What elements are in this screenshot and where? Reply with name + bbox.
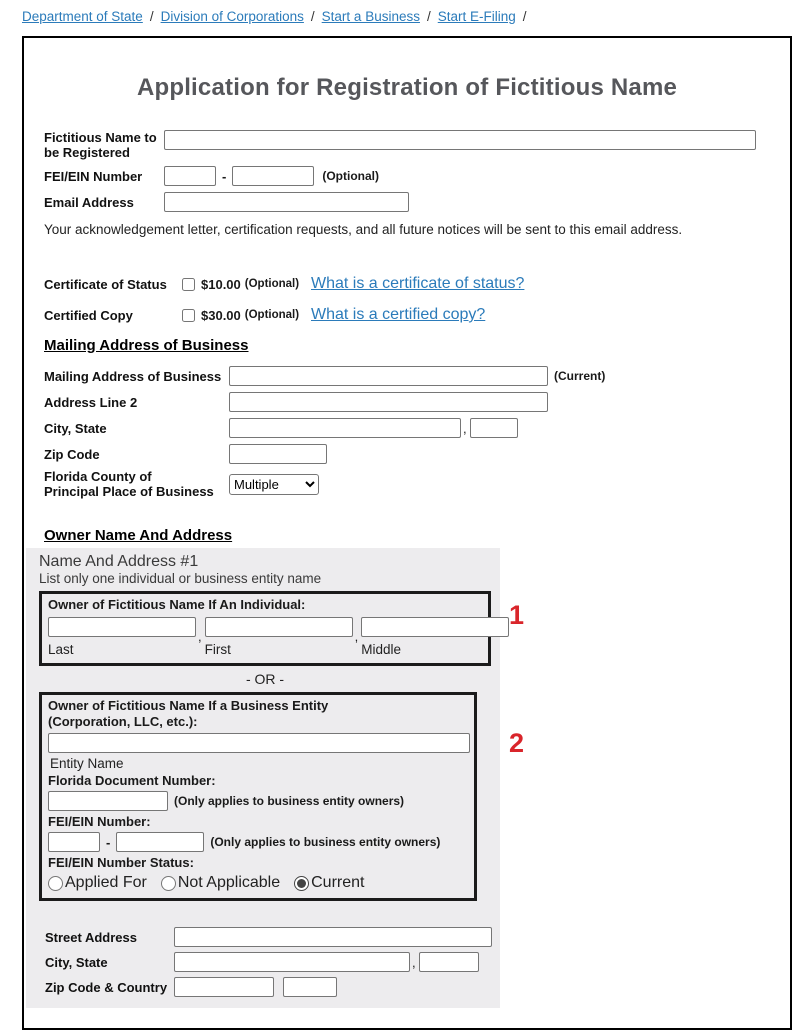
mailing-address-label: Mailing Address of Business: [44, 368, 222, 384]
address-line2-label: Address Line 2: [44, 394, 138, 410]
entity-fei-hyphen: -: [106, 834, 111, 850]
owner-zip-input[interactable]: [174, 977, 274, 997]
entity-name-input[interactable]: [48, 733, 470, 753]
county-label: Florida County of Principal Place of Business: [44, 469, 214, 499]
entity-fei-suffix-input[interactable]: [116, 832, 204, 852]
breadcrumb-link-department-of-state[interactable]: Department of State: [22, 9, 143, 24]
breadcrumb-link-division-of-corporations[interactable]: Division of Corporations: [160, 9, 304, 24]
email-label: Email Address: [44, 194, 134, 210]
mailing-address-heading: Mailing Address of Business: [44, 337, 249, 354]
entity-fei-row: [48, 832, 468, 852]
entity-owner-heading-line2: (Corporation, LLC, etc.):: [48, 714, 198, 729]
street-address-label: Street Address: [45, 929, 137, 945]
city-state-comma: ,: [463, 420, 467, 436]
entity-fei-prefix-input[interactable]: [48, 832, 100, 852]
fei-status-label: FEI/EIN Number Status:: [48, 855, 194, 870]
fictitious-name-row: [44, 130, 790, 160]
owner-zip-country-label: Zip Code & Country: [45, 979, 168, 995]
fei-number-row: [44, 166, 790, 186]
certificate-status-price: $10.00: [201, 276, 241, 292]
mailing-city-input[interactable]: [229, 418, 461, 438]
owner-middle-name-input[interactable]: [361, 617, 509, 637]
mailing-address-current-label: (Current): [554, 369, 606, 383]
breadcrumb-link-start-a-business[interactable]: Start a Business: [321, 9, 420, 24]
breadcrumb: [0, 0, 807, 24]
street-address-input[interactable]: [174, 927, 492, 947]
email-input[interactable]: [164, 192, 409, 212]
radio-not-applicable-label: Not Applicable: [177, 874, 281, 891]
radio-current-label: Current: [311, 874, 365, 891]
certificate-status-option: [182, 277, 311, 292]
fictitious-name-input[interactable]: [164, 130, 756, 150]
breadcrumb-separator: /: [149, 9, 154, 24]
document-number-input[interactable]: [48, 791, 168, 811]
fei-status-radio-group: [48, 874, 468, 892]
county-select[interactable]: [229, 474, 319, 495]
owner-city-state-label: City, State: [45, 954, 108, 970]
entity-owner-heading-line1: Owner of Fictitious Name If a Business Entity: [48, 698, 329, 713]
individual-owner-box: [39, 591, 491, 666]
fei-optional-label: (Optional): [322, 169, 379, 183]
certified-copy-checkbox[interactable]: [182, 309, 195, 322]
certificate-status-info-link[interactable]: What is a certificate of status?: [311, 275, 525, 292]
radio-not-applicable-option[interactable]: [161, 874, 280, 892]
document-number-note: (Only applies to business entity owners): [174, 794, 405, 808]
breadcrumb-separator: /: [426, 9, 431, 24]
page-title: Application for Registration of Fictitious Name: [136, 74, 678, 101]
county-row: [44, 470, 790, 499]
radio-applied-for-label: Applied For: [65, 874, 147, 891]
owner-first-name-input[interactable]: [205, 617, 353, 637]
email-row: [44, 192, 790, 212]
radio-current-option[interactable]: [294, 874, 364, 892]
email-note: Your acknowledgement letter, certification requests, and all future notices will be sent to this email address.: [44, 222, 683, 237]
zip-code-row: [44, 444, 790, 464]
owner-section-heading: Owner Name And Address: [44, 527, 233, 544]
mailing-address-input[interactable]: [229, 366, 548, 386]
certificate-status-optional: (Optional): [244, 278, 300, 290]
fei-number-label: FEI/EIN Number: [44, 168, 143, 184]
name-comma: ,: [198, 629, 202, 644]
radio-applied-for-option[interactable]: [48, 874, 147, 892]
fei-suffix-input[interactable]: [232, 166, 314, 186]
breadcrumb-separator: /: [522, 9, 527, 24]
fictitious-name-label: Fictitious Name to be Registered: [44, 130, 157, 160]
owner-city-input[interactable]: [174, 952, 410, 972]
certificate-status-label: Certificate of Status: [44, 276, 167, 292]
certified-copy-row: [44, 306, 790, 324]
certificate-status-row: [44, 275, 790, 293]
street-address-row: [45, 927, 500, 947]
owner-city-state-row: [45, 952, 500, 972]
certified-copy-option: [182, 308, 311, 323]
entity-owner-box: [39, 692, 477, 901]
document-number-row: [48, 791, 468, 811]
owner-state-input[interactable]: [419, 952, 479, 972]
or-divider: - OR -: [245, 671, 285, 687]
individual-name-fields: [48, 617, 482, 657]
certified-copy-info-link[interactable]: What is a certified copy?: [311, 306, 486, 323]
entity-fei-label: FEI/EIN Number:: [48, 814, 151, 829]
mailing-address-row: [44, 366, 790, 386]
certified-copy-label: Certified Copy: [44, 307, 133, 323]
fei-hyphen: -: [222, 168, 227, 184]
entity-fei-note: (Only applies to business entity owners): [210, 835, 441, 849]
entity-name-label: Entity Name: [50, 756, 124, 771]
fei-prefix-input[interactable]: [164, 166, 216, 186]
middle-name-label: Middle: [361, 642, 402, 657]
zip-code-label: Zip Code: [44, 446, 100, 462]
mailing-state-input[interactable]: [470, 418, 518, 438]
name-comma: ,: [354, 629, 359, 644]
radio-current[interactable]: [294, 876, 309, 891]
breadcrumb-link-start-e-filing[interactable]: Start E-Filing: [437, 9, 516, 24]
document-number-label: Florida Document Number:: [48, 773, 216, 788]
mailing-city-state-row: [44, 418, 790, 438]
owner-block-subtitle: List only one individual or business entity name: [39, 571, 322, 586]
radio-applied-for[interactable]: [48, 876, 63, 891]
mailing-city-state-label: City, State: [44, 420, 107, 436]
owner-block: [26, 548, 525, 1008]
individual-owner-heading: Owner of Fictitious Name If An Individual:: [48, 597, 306, 612]
form-container: [22, 36, 792, 1030]
certified-copy-price: $30.00: [201, 307, 241, 323]
owner-zip-country-row: [45, 977, 500, 997]
owner-address-section: [39, 927, 500, 997]
address-line2-input[interactable]: [229, 392, 548, 412]
certificate-status-checkbox[interactable]: [182, 278, 195, 291]
owner-block-title: Name And Address #1: [39, 553, 199, 570]
step-marker-1: 1: [509, 600, 525, 630]
step-marker-2: 2: [509, 728, 525, 758]
radio-not-applicable[interactable]: [161, 876, 176, 891]
zip-code-input[interactable]: [229, 444, 327, 464]
breadcrumb-separator: /: [310, 9, 315, 24]
owner-city-state-comma: ,: [412, 954, 416, 970]
owner-country-input[interactable]: [283, 977, 337, 997]
first-name-field: [205, 617, 353, 657]
address-line2-row: [44, 392, 790, 412]
last-name-label: Last: [48, 642, 74, 657]
last-name-field: [48, 617, 196, 657]
certified-copy-optional: (Optional): [244, 309, 300, 321]
first-name-label: First: [204, 642, 231, 657]
middle-name-field: [361, 617, 509, 657]
form-area: [24, 130, 790, 544]
owner-last-name-input[interactable]: [48, 617, 196, 637]
